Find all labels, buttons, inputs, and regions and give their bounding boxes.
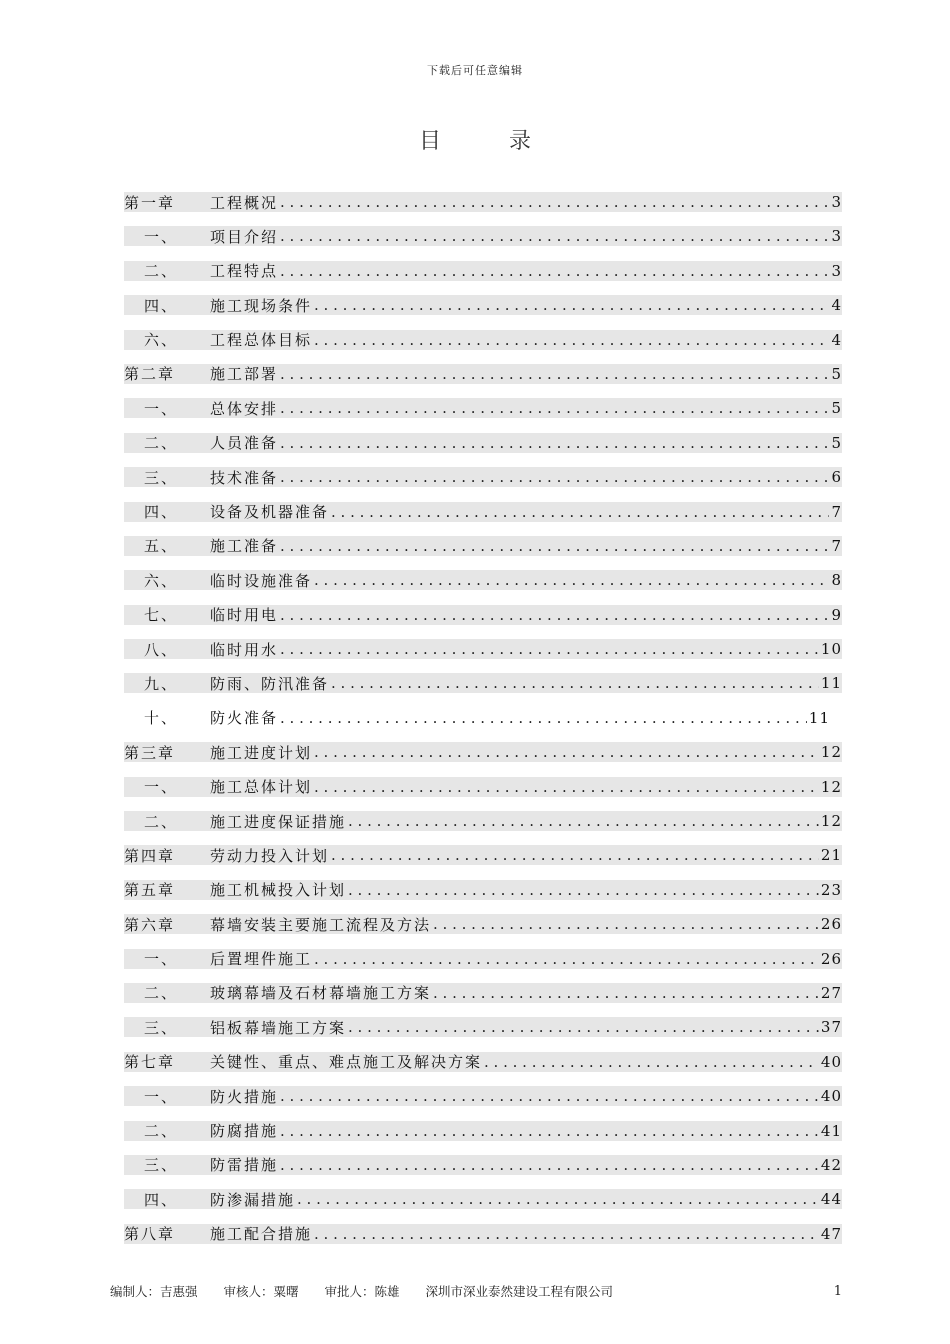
toc-entry-label: 四、 bbox=[144, 503, 179, 522]
toc-entry-page: 5 bbox=[831, 364, 842, 383]
toc-entry[interactable] bbox=[124, 805, 842, 839]
toc-entry[interactable] bbox=[124, 220, 842, 254]
toc-entry-title: 玻璃幕墙及石材幕墙施工方案 bbox=[210, 984, 432, 1003]
toc-entry-title: 临时设施准备 bbox=[210, 571, 313, 590]
toc-dot-leader bbox=[280, 365, 829, 383]
toc-entry-page: 3 bbox=[831, 261, 842, 280]
toc-entry-page: 6 bbox=[831, 468, 842, 487]
toc-entry-label: 四、 bbox=[144, 296, 179, 315]
toc-entry-page: 26 bbox=[820, 915, 842, 934]
toc-entry[interactable] bbox=[124, 943, 842, 977]
toc-entry[interactable] bbox=[124, 771, 842, 805]
toc-entry[interactable] bbox=[124, 1149, 842, 1183]
toc-entry-title: 人员准备 bbox=[210, 434, 279, 453]
toc-entry-label: 六、 bbox=[144, 331, 179, 350]
toc-entry-page: 5 bbox=[831, 399, 842, 418]
toc-entry-title: 防雷措施 bbox=[210, 1156, 279, 1175]
toc-entry-title: 临时用水 bbox=[210, 640, 279, 659]
toc-entry-label: 三、 bbox=[144, 468, 179, 487]
toc-entry-title: 工程概况 bbox=[210, 193, 279, 212]
toc-entry-title: 防火准备 bbox=[210, 709, 279, 728]
toc-entry-label: 七、 bbox=[144, 606, 179, 625]
toc-entry[interactable] bbox=[124, 599, 842, 633]
toc-entry-page: 21 bbox=[820, 846, 842, 865]
toc-entry-page: 3 bbox=[831, 227, 842, 246]
toc-entry-label: 第六章 bbox=[124, 915, 176, 934]
toc-entry-title: 施工现场条件 bbox=[210, 296, 313, 315]
toc-entry[interactable] bbox=[124, 1115, 842, 1149]
toc-entry-label: 二、 bbox=[144, 984, 179, 1003]
toc-dot-leader bbox=[314, 1225, 819, 1243]
toc-entry[interactable] bbox=[124, 1183, 842, 1217]
toc-entry-label: 第三章 bbox=[124, 743, 176, 762]
toc-entry-label: 第五章 bbox=[124, 881, 176, 900]
toc-entry-title: 施工进度保证措施 bbox=[210, 812, 347, 831]
toc-entry-page: 42 bbox=[820, 1155, 842, 1174]
reviewer-label: 审核人：粟曙 bbox=[223, 1284, 299, 1299]
title-char-1: 目 bbox=[418, 129, 441, 154]
toc-dot-leader bbox=[280, 709, 807, 727]
toc-entry-page: 47 bbox=[820, 1224, 842, 1243]
toc-dot-leader bbox=[280, 537, 829, 555]
toc-entry[interactable] bbox=[124, 461, 842, 495]
toc-dot-leader bbox=[280, 262, 829, 280]
toc-dot-leader bbox=[280, 1122, 819, 1140]
toc-entry-page: 11 bbox=[808, 708, 830, 727]
toc-dot-leader bbox=[314, 296, 829, 314]
toc-entry[interactable] bbox=[124, 1011, 842, 1045]
toc-entry-page: 37 bbox=[820, 1018, 842, 1037]
toc-entry-label: 五、 bbox=[144, 537, 179, 556]
toc-entry[interactable] bbox=[124, 1080, 842, 1114]
toc-entry-title: 防雨、防汛准备 bbox=[210, 674, 330, 693]
approver-label: 审批人：陈雄 bbox=[324, 1284, 400, 1299]
toc-entry-page: 40 bbox=[820, 1087, 842, 1106]
toc-entry-page: 41 bbox=[820, 1121, 842, 1140]
toc-entry[interactable] bbox=[124, 289, 842, 323]
toc-dot-leader bbox=[348, 812, 819, 830]
toc-entry-page: 23 bbox=[820, 880, 842, 899]
toc-entry-title: 施工配合措施 bbox=[210, 1225, 313, 1244]
toc-dot-leader bbox=[348, 881, 819, 899]
toc-entry[interactable] bbox=[124, 736, 842, 770]
page-number: 1 bbox=[833, 1283, 842, 1299]
toc-entry-label: 四、 bbox=[144, 1190, 179, 1209]
toc-entry-label: 九、 bbox=[144, 674, 179, 693]
toc-entry-label: 六、 bbox=[144, 571, 179, 590]
toc-dot-leader bbox=[314, 950, 819, 968]
toc-entry-label: 第一章 bbox=[124, 193, 176, 212]
toc-entry-page: 10 bbox=[820, 640, 842, 659]
toc-entry-label: 一、 bbox=[144, 778, 179, 797]
toc-dot-leader bbox=[280, 227, 829, 245]
header-note: 下载后可任意编辑 bbox=[427, 64, 523, 77]
toc-entry[interactable] bbox=[124, 977, 842, 1011]
table-of-contents bbox=[124, 186, 842, 1252]
toc-dot-leader bbox=[433, 915, 819, 933]
toc-dot-leader bbox=[314, 331, 829, 349]
toc-entry-title: 工程特点 bbox=[210, 262, 279, 281]
toc-entry-title: 工程总体目标 bbox=[210, 331, 313, 350]
toc-entry-label: 八、 bbox=[144, 640, 179, 659]
toc-entry-title: 防火措施 bbox=[210, 1087, 279, 1106]
toc-entry-title: 施工进度计划 bbox=[210, 743, 313, 762]
toc-dot-leader bbox=[280, 1156, 819, 1174]
toc-entry-title: 项目介绍 bbox=[210, 227, 279, 246]
toc-entry-label: 三、 bbox=[144, 1156, 179, 1175]
toc-entry-title: 后置埋件施工 bbox=[210, 950, 313, 969]
toc-entry-page: 12 bbox=[820, 812, 842, 831]
toc-entry-label: 一、 bbox=[144, 399, 179, 418]
toc-entry-title: 临时用电 bbox=[210, 606, 279, 625]
toc-entry-label: 二、 bbox=[144, 812, 179, 831]
toc-entry-title: 技术准备 bbox=[210, 468, 279, 487]
toc-entry-title: 铝板幕墙施工方案 bbox=[210, 1018, 347, 1037]
toc-entry[interactable] bbox=[124, 530, 842, 564]
toc-entry-page: 3 bbox=[831, 193, 842, 211]
toc-entry-page: 26 bbox=[820, 949, 842, 968]
toc-entry[interactable] bbox=[124, 667, 842, 701]
toc-entry[interactable] bbox=[124, 564, 842, 598]
toc-entry-page: 8 bbox=[831, 571, 842, 590]
toc-entry[interactable] bbox=[124, 633, 842, 667]
toc-entry-label: 一、 bbox=[144, 1087, 179, 1106]
toc-dot-leader bbox=[433, 984, 819, 1002]
toc-entry-page: 44 bbox=[820, 1190, 842, 1209]
toc-dot-leader bbox=[280, 399, 829, 417]
toc-entry[interactable] bbox=[124, 702, 842, 736]
toc-entry[interactable] bbox=[124, 1046, 842, 1080]
toc-entry-page: 9 bbox=[831, 605, 842, 624]
toc-entry-label: 第二章 bbox=[124, 365, 176, 384]
toc-entry-page: 12 bbox=[820, 743, 842, 762]
toc-dot-leader bbox=[331, 674, 819, 692]
toc-entry[interactable] bbox=[124, 496, 842, 530]
toc-entry[interactable] bbox=[124, 839, 842, 873]
toc-entry[interactable] bbox=[124, 908, 842, 942]
toc-entry-title: 防渗漏措施 bbox=[210, 1190, 296, 1209]
toc-entry-page: 11 bbox=[820, 674, 842, 693]
toc-entry-label: 一、 bbox=[144, 227, 179, 246]
toc-entry-page: 4 bbox=[831, 296, 842, 315]
toc-entry-label: 第七章 bbox=[124, 1053, 176, 1072]
toc-dot-leader bbox=[280, 606, 829, 624]
toc-dot-leader bbox=[348, 1018, 819, 1036]
toc-entry-title: 施工准备 bbox=[210, 537, 279, 556]
toc-entry[interactable] bbox=[124, 186, 842, 220]
toc-entry-title: 关键性、重点、难点施工及解决方案 bbox=[210, 1053, 483, 1072]
toc-entry[interactable] bbox=[124, 358, 842, 392]
page-footer bbox=[110, 1282, 842, 1300]
toc-entry-page: 7 bbox=[831, 502, 842, 521]
toc-entry-label: 第八章 bbox=[124, 1225, 176, 1244]
toc-entry-title: 施工总体计划 bbox=[210, 778, 313, 797]
toc-entry[interactable] bbox=[124, 1218, 842, 1252]
toc-entry[interactable] bbox=[124, 874, 842, 908]
toc-dot-leader bbox=[280, 468, 829, 486]
toc-dot-leader bbox=[484, 1053, 819, 1071]
toc-entry-page: 12 bbox=[820, 777, 842, 796]
toc-entry-page: 40 bbox=[820, 1052, 842, 1071]
toc-entry-label: 三、 bbox=[144, 1018, 179, 1037]
toc-entry-title: 施工机械投入计划 bbox=[210, 881, 347, 900]
toc-entry-page: 5 bbox=[831, 433, 842, 452]
toc-entry-page: 4 bbox=[831, 330, 842, 349]
toc-entry-title: 总体安排 bbox=[210, 399, 279, 418]
toc-entry-page: 27 bbox=[820, 983, 842, 1002]
toc-entry[interactable] bbox=[124, 392, 842, 426]
toc-entry[interactable] bbox=[124, 255, 842, 289]
toc-entry[interactable] bbox=[124, 427, 842, 461]
toc-dot-leader bbox=[280, 434, 829, 452]
toc-entry-label: 第四章 bbox=[124, 846, 176, 865]
toc-entry-label: 二、 bbox=[144, 262, 179, 281]
toc-entry[interactable] bbox=[124, 324, 842, 358]
toc-dot-leader bbox=[314, 743, 819, 761]
compiler-label: 编制人：吉惠强 bbox=[110, 1284, 198, 1299]
toc-dot-leader bbox=[314, 778, 819, 796]
toc-entry-title: 劳动力投入计划 bbox=[210, 846, 330, 865]
toc-dot-leader bbox=[331, 503, 829, 521]
toc-entry-label: 一、 bbox=[144, 950, 179, 969]
toc-entry-page: 7 bbox=[831, 536, 842, 555]
toc-entry-title: 防腐措施 bbox=[210, 1122, 279, 1141]
toc-dot-leader bbox=[314, 571, 829, 589]
toc-dot-leader bbox=[280, 1087, 819, 1105]
toc-entry-label: 二、 bbox=[144, 1122, 179, 1141]
toc-dot-leader bbox=[280, 193, 829, 211]
page-title bbox=[0, 124, 950, 155]
toc-entry-label: 二、 bbox=[144, 434, 179, 453]
company-name: 深圳市深业泰然建设工程有限公司 bbox=[425, 1284, 614, 1299]
title-char-2: 录 bbox=[509, 129, 532, 154]
toc-entry-title: 幕墙安装主要施工流程及方法 bbox=[210, 915, 432, 934]
toc-entry-title: 施工部署 bbox=[210, 365, 279, 384]
toc-dot-leader bbox=[297, 1190, 819, 1208]
toc-entry-label: 十、 bbox=[144, 709, 179, 728]
toc-entry-title: 设备及机器准备 bbox=[210, 503, 330, 522]
toc-dot-leader bbox=[280, 640, 819, 658]
toc-dot-leader bbox=[331, 846, 819, 864]
